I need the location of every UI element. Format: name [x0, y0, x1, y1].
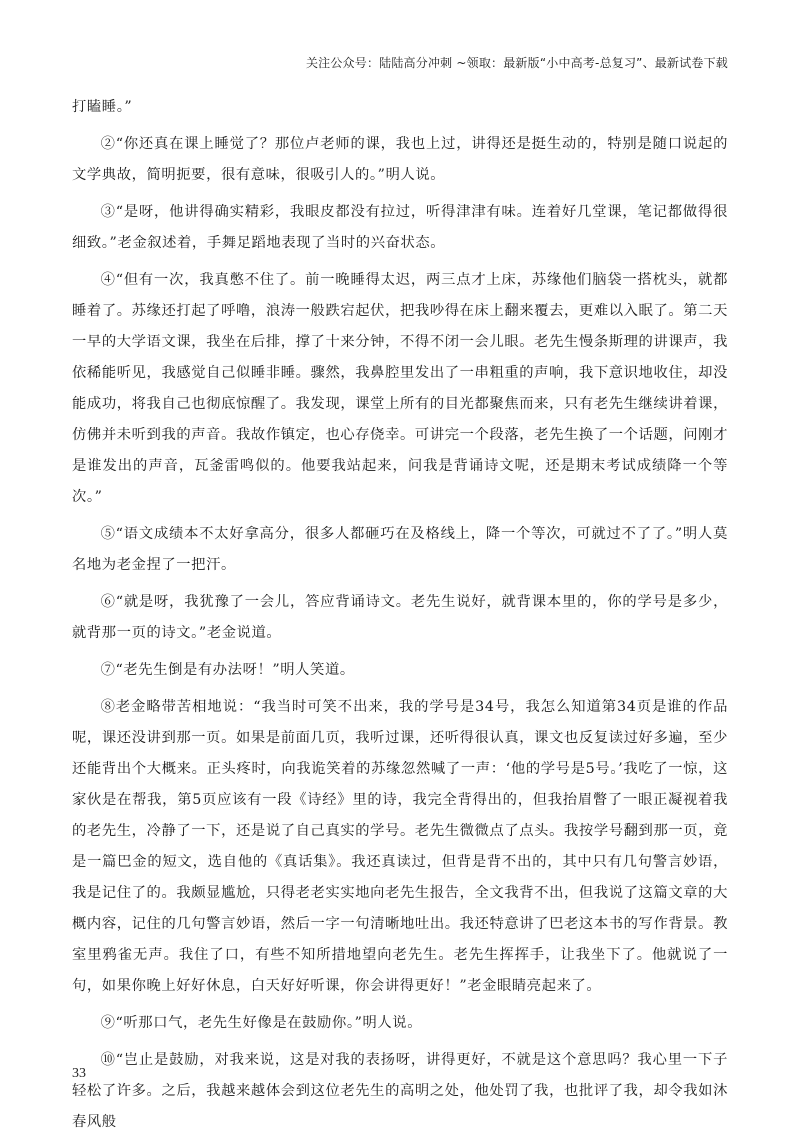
- paragraph-6: ⑥“就是呀，我犹豫了一会儿，答应背诵诗文。老先生说好，就背课本里的，你的学号是多少，就背那一页的诗文。”老金说道。: [72, 594, 728, 641]
- page-number: 33: [72, 1066, 86, 1081]
- paragraph-5: ⑤“语文成绩本不太好拿高分，很多人都砸巧在及格线上，降一个等次，可就过不了了。”明人莫名地为老金捏了一把汗。: [72, 526, 728, 573]
- paragraph-3: ③“是呀，他讲得确实精彩，我眼皮都没有拉过，听得津津有味。连着好几堂课，笔记都做得很细致。”老金叙述着，手舞足蹈地表现了当时的兴奋状态。: [72, 204, 728, 251]
- paragraph-9: ⑨“听那口气，老先生好像是在鼓励你。”明人说。: [100, 1015, 423, 1031]
- page-header: 关注公众号：陆陆高分冲刺 ~领取：最新版“小中高考-总复习”、最新试卷下载: [305, 56, 728, 70]
- paragraph-10: ⑩“岂止是鼓励，对我来说，这是对我的表扬呀，讲得更好，不就是这个意思吗？我心里一下子轻松了许多。之后，我越来越体会到这位老先生的高明之处，他处罚了我，也批评了我，却令我如沐春风般: [72, 1052, 728, 1130]
- paragraph-8: ⑧老金略带苦相地说：“我当时可笑不出来，我的学号是34号，我怎么知道第34页是谁的作品呢，课还没讲到那一页。如果是前面几页，我听过课，还听得很认真，课文也反复读过好多遍，至少还能背出个大概来。正头疼时，向我诡笑着的苏缘忽然喊了一声：‘他的学号是5号。’我吃了一惊，这家伙是在帮我，第5页应该有一段《诗经》里的诗，我完全背得出的，但我抬眉瞥了一眼正凝视着我的老先生，冷静了一下，还是说了自己真实的学号。老先生微微点了点头。我按学号翻到那一页，竟是一篇巴金的短文，选自他的《真话集》。我还真读过，但背是背不出的，其中只有几句警言妙语，我是记住了的。我颇显尴尬，只得老老实实地向老先生报告，全文我背不出，但我说了这篇文章的大概内容，记住的几句警言妙语，然后一字一句清晰地吐出。我还特意讲了巴老这本书的写作背景。教室里鸦雀无声。我住了口，有些不知所措地望向老先生。老先生挥挥手，让我坐下了。他就说了一句，如果你晚上好好休息，白天好好听课，你会讲得更好！”老金眼睛亮起来了。: [72, 699, 728, 994]
- paragraph-4: ④“但有一次，我真憋不住了。前一晚睡得太迟，两三点才上床，苏缘他们脑袋一搭枕头，就都睡着了。苏缘还打起了呼噜，浪涛一般跌宕起伏，把我吵得在床上翻来覆去，更难以入眠了。第二天一早的大学语文课，我坐在后排，撑了十来分钟，不得不闭一会儿眼。老先生慢条斯理的讲课声，我依稀能听见，我感觉自己似睡非睡。骤然，我鼻腔里发出了一串粗重的声响，我下意识地收住，却没能成功，将我自己也彻底惊醒了。我发现，课堂上所有的目光都聚焦而来，只有老先生继续讲着课，仿佛并未听到我的声音。我故作镇定，也心存侥幸。可讲完一个段落，老先生换了一个话题，问刚才是谁发出的声音，瓦釜雷鸣似的。他要我站起来，问我是背诵诗文呢，还是期末考试成绩降一个等次。”: [72, 272, 728, 505]
- paragraph-continuation: 打瞌睡。”: [72, 99, 133, 115]
- paragraph-7: ⑦“老先生倒是有办法呀！”明人笑道。: [100, 662, 355, 678]
- paragraph-2: ②“你还真在课上睡觉了？那位卢老师的课，我也上过，讲得还是挺生动的，特别是随口说起的文学典故，简明扼要，很有意味，很吸引人的。”明人说。: [72, 136, 728, 183]
- article-body: [72, 92, 728, 1144]
